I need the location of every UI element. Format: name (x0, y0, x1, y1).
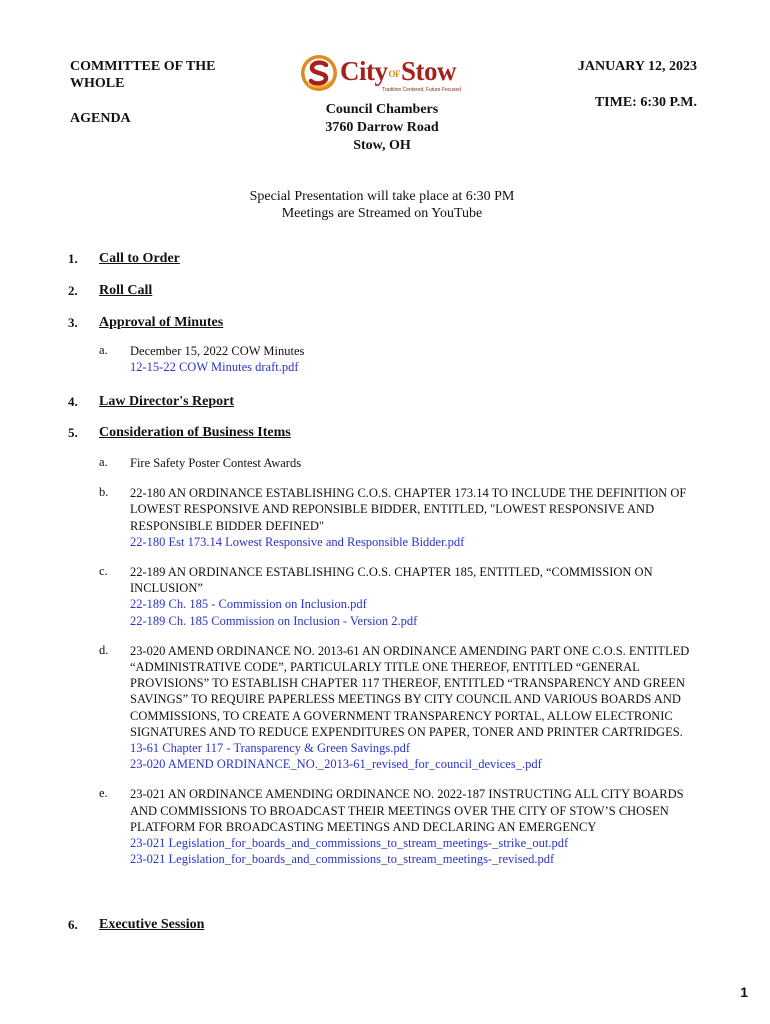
item-number: 6. (68, 917, 78, 932)
venue-name: Council Chambers (325, 102, 439, 117)
sub-item-letter: c. (99, 564, 108, 579)
agenda-item (68, 917, 708, 933)
stow-s-emblem-icon (300, 54, 338, 92)
sub-item (99, 343, 708, 375)
pdf-attachment-link[interactable]: 22-180 Est 173.14 Lowest Responsive and Responsible Bidder.pdf (130, 534, 465, 549)
item-title: Approval of Minutes (99, 315, 224, 330)
item-title: Consideration of Business Items (99, 425, 291, 440)
pdf-attachment-link[interactable]: 23-021 Legislation_for_boards_and_commissions_to_stream_meetings-_strike_out.pdf (130, 836, 569, 851)
sub-item (99, 485, 708, 550)
sub-item-text: December 15, 2022 COW Minutes (130, 344, 305, 358)
agenda-item (68, 394, 708, 425)
notice-streaming: Meetings are Streamed on YouTube (281, 206, 483, 221)
meeting-datetime (578, 58, 697, 111)
pdf-attachment-link[interactable]: 22-189 Ch. 185 - Commission on Inclusion.pdf (130, 597, 367, 612)
sub-item-text: 22-189 AN ORDINANCE ESTABLISHING C.O.S. CHAPTER 185, ENTITLED, “COMMISSION ON INCLUSION” (130, 565, 653, 596)
pdf-attachment-link[interactable]: 23-021 Legislation_for_boards_and_commissions_to_stream_meetings-_revised.pdf (130, 852, 555, 867)
committee-name-line2: WHOLE (70, 76, 125, 91)
meeting-time: TIME: 6:30 P.M. (594, 95, 697, 110)
item-title: Executive Session (99, 917, 205, 932)
sub-item-text: Fire Safety Poster Contest Awards (130, 456, 302, 470)
pdf-attachment-link[interactable]: 13-61 Chapter 117 - Transparency & Green Savings.pdf (130, 741, 411, 756)
agenda-item (68, 315, 708, 394)
sub-item (99, 643, 708, 773)
item-title: Roll Call (99, 283, 153, 298)
sub-item-text: 23-020 AMEND ORDINANCE NO. 2013-61 AN ORDINANCE AMENDING PART ONE C.O.S. ENTITLED “ADMINISTRATIVE CODE”, PARTICULARLY TITLE ONE THEREOF, ENTITLED “GENERAL PROVISIONS” TO ESTABLISH CHAPTER 117 THEREOF, ENTITLED “TRANSPARENCY AND GREEN SAVINGS” TO REQUIRE PAPERLESS MEETINGS BY CITY COUNCIL AND VARIOUS BOARDS AND COMMISSIONS, TO CREATE A GOVERNMENT TRANSPARENCY PORTAL, ALLOW ELECTRONIC SIGNATURES AND TO REDUCE EXPENDITURES ON PAPER, TONER AND PRINTER CARTRIDGES. (130, 643, 690, 739)
notice-presentation: Special Presentation will take place at 6:30 PM (249, 189, 515, 204)
logo-word-stow: Stow (401, 56, 457, 86)
item-number: 3. (68, 315, 78, 330)
meeting-date: JANUARY 12, 2023 (577, 59, 697, 74)
sub-item (99, 564, 708, 629)
committee-header (70, 58, 270, 127)
sub-item (99, 786, 708, 867)
item-number: 5. (68, 425, 78, 440)
pdf-attachment-link[interactable]: 23-020 AMEND ORDINANCE_NO._2013-61_revised_for_council_devices_.pdf (130, 757, 542, 772)
sub-item-letter: d. (99, 642, 109, 657)
agenda-items (68, 251, 708, 933)
sub-item-text: 22-180 AN ORDINANCE ESTABLISHING C.O.S. CHAPTER 173.14 TO INCLUDE THE DEFINITION OF LOWEST RESPONSIVE AND REPONSIBLE BIDDER, ENTITLED, "LOWEST RESPONSIVE AND RESPONSIBLE BIDDER DEFINED" (130, 486, 687, 533)
page-number: 1 (740, 984, 748, 1000)
agenda-item (68, 425, 708, 917)
special-notice (170, 188, 594, 222)
sub-item (99, 455, 708, 471)
venue-city: Stow, OH (353, 138, 411, 153)
venue-street: 3760 Darrow Road (325, 120, 439, 135)
agenda-label: AGENDA (70, 111, 131, 126)
agenda-item (68, 251, 708, 283)
item-title: Call to Order (99, 251, 180, 266)
logo-tagline: Tradition Centered, Future Focused (382, 87, 462, 93)
logo-word-city: City (340, 56, 388, 86)
sub-item-text: 23-021 AN ORDINANCE AMENDING ORDINANCE NO. 2022-187 INSTRUCTING ALL CITY BOARDS AND COMMISSIONS TO BROADCAST THEIR MEETINGS OVER THE CITY OF STOW’S CHOSEN PLATFORM FOR BROADCASTING MEETINGS AND DECLARING AN EMERGENCY (130, 787, 684, 834)
city-of-stow-logo (300, 54, 464, 94)
item-number: 2. (68, 283, 78, 298)
sub-item-letter: e. (99, 786, 108, 801)
logo-word-of: OF (388, 68, 400, 79)
item-number: 4. (68, 394, 78, 409)
committee-name-line1: COMMITTEE OF THE (70, 59, 216, 74)
agenda-item (68, 283, 708, 315)
sub-item-letter: a. (99, 343, 108, 357)
pdf-attachment-link[interactable]: 12-15-22 COW Minutes draft.pdf (130, 360, 299, 375)
item-number: 1. (68, 251, 78, 266)
item-title: Law Director's Report (99, 394, 235, 409)
meeting-venue (270, 101, 494, 155)
sub-item-letter: a. (99, 455, 108, 469)
logo-wordmark (340, 56, 456, 87)
pdf-attachment-link[interactable]: 22-189 Ch. 185 Commission on Inclusion - Version 2.pdf (130, 613, 418, 628)
sub-item-letter: b. (99, 485, 109, 500)
